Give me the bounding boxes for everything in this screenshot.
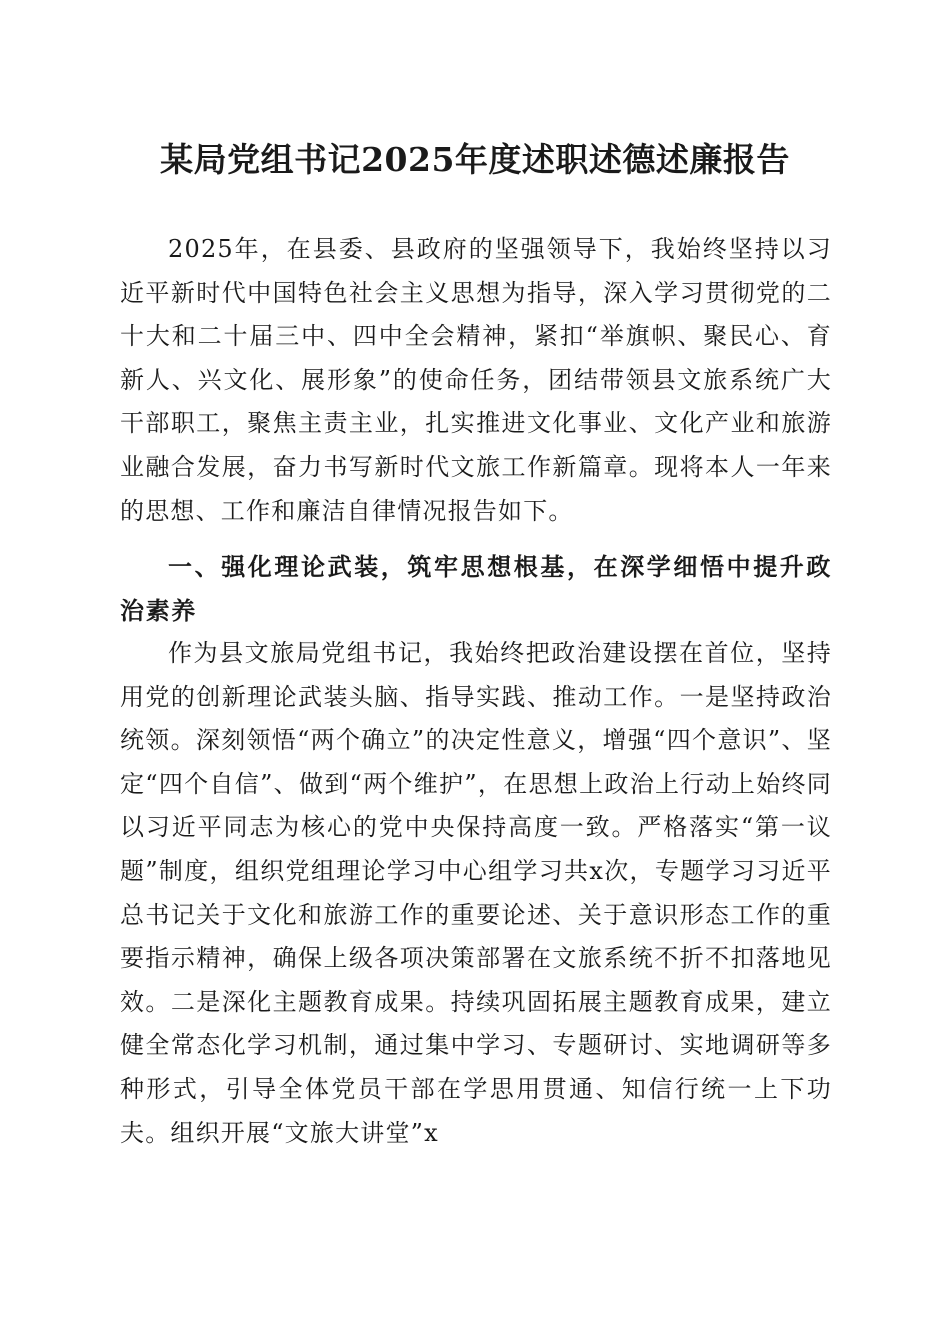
intro-paragraph: 2025年，在县委、县政府的坚强领导下，我始终坚持以习近平新时代中国特色社会主义思想为指导，深入学习贯彻党的二十大和二十届三中、四中全会精神，紧扣“举旗帜、聚民心、育新人、兴文化、展形象”的使命任务，团结带领县文旅系统广大干部职工，聚焦主责主业，扎实推进文化事业、文化产业和旅游业融合发展，奋力书写新时代文旅工作新篇章。现将本人一年来的思想、工作和廉洁自律情况报告如下。 <box>120 235 832 525</box>
section-paragraph: 作为县文旅局党组书记，我始终把政治建设摆在首位，坚持用党的创新理论武装头脑、指导实践、推动工作。一是坚持政治统领。深刻领悟“两个确立”的决定性意义，增强“四个意识”、坚定“四个自信”、做到“两个维护”，在思想上政治上行动上始终同以习近平同志为核心的党中央保持高度一致。严格落实“第一议题”制度，组织党组理论学习中心组学习共x次，专题学习习近平总书记关于文化和旅游工作的重要论述、关于意识形态工作的重要指示精神，确保上级各项决策部署在文旅系统不折不扣落地见效。二是深化主题教育成果。持续巩固拓展主题教育成果，建立健全常态化学习机制，通过集中学习、专题研讨、实地调研等多种形式，引导全体党员干部在学思用贯通、知信行统一上下功夫。组织开展“文旅大讲堂”x <box>120 639 832 1147</box>
document-title: 某局党组书记2025年度述职述德述廉报告 <box>160 140 790 179</box>
section-heading: 一、强化理论武装，筑牢思想根基，在深学细悟中提升政治素养 <box>120 553 832 625</box>
